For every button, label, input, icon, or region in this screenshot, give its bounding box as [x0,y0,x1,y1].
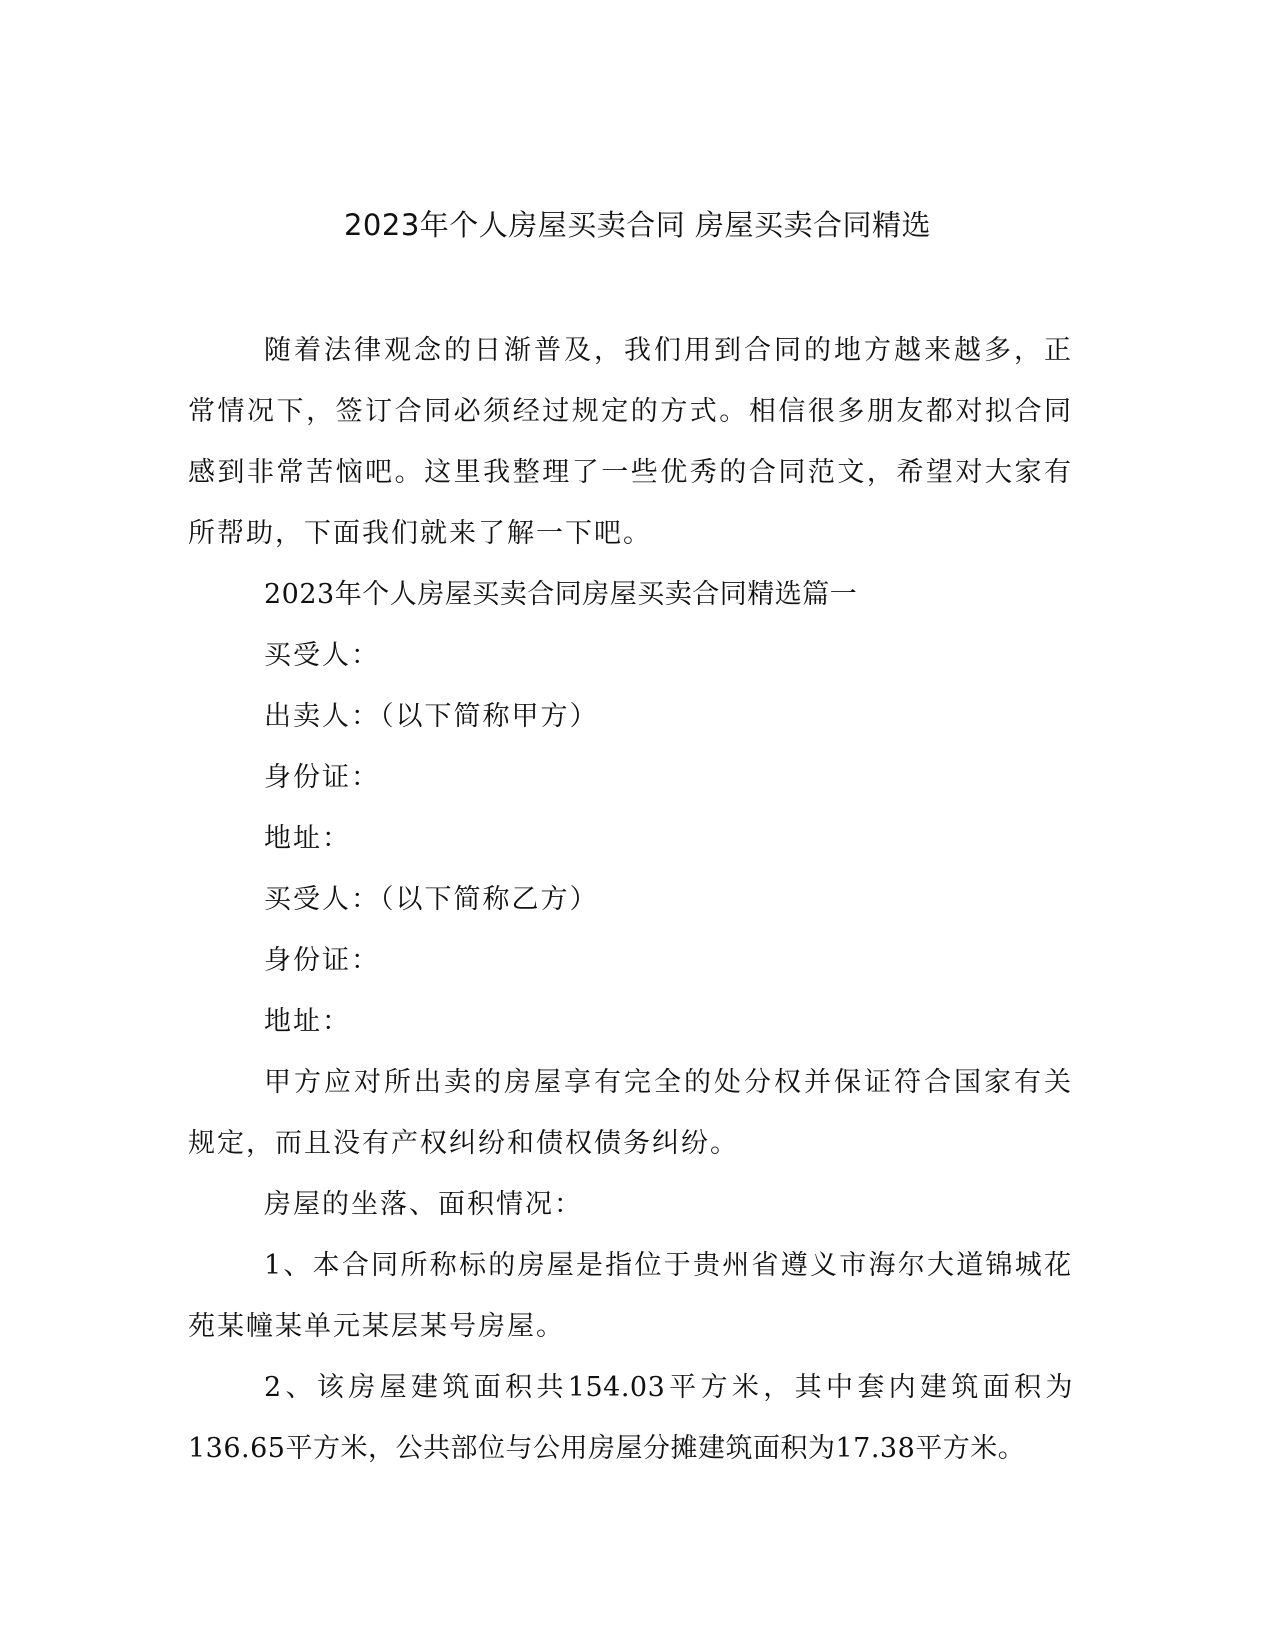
intro-paragraph: 随着法律观念的日渐普及，我们用到合同的地方越来越多，正常情况下，签订合同必须经过规定的方式。相信很多朋友都对拟合同感到非常苦恼吧。这里我整理了一些优秀的合同范文，希望对大家有所帮助，下面我们就来了解一下吧。 [188,335,1073,549]
clause-1-paragraph: 1、本合同所称标的房屋是指位于贵州省遵义市海尔大道锦城花苑某幢某单元某层某号房屋。 [188,1250,1073,1342]
document-title: 2023年个人房屋买卖合同 房屋买卖合同精选 [343,208,932,242]
seller-id-line: 身份证： [264,762,380,793]
disposal-rights-paragraph: 甲方应对所出卖的房屋享有完全的处分权并保证符合国家有关规定，而且没有产权纠纷和债权债务纠纷。 [188,1067,1073,1159]
document-body [188,320,1073,1479]
seller-address-line: 地址： [264,823,351,854]
section-heading: 2023年个人房屋买卖合同房屋买卖合同精选篇一 [264,579,858,610]
buyer-address-line: 地址： [264,1006,351,1037]
seller-line: 出卖人：（以下简称甲方） [264,701,599,732]
clause-2-paragraph: 2、该房屋建筑面积共154.03平方米，其中套内建筑面积为136.65平方米，公共部位与公用房屋分摊建筑面积为17.38平方米。 [188,1372,1073,1464]
buyer-id-line: 身份证： [264,945,380,976]
location-area-heading: 房屋的坐落、面积情况： [264,1189,583,1220]
buyer-line: 买受人： [264,640,380,671]
buyer-party-line: 买受人：（以下简称乙方） [264,884,599,915]
